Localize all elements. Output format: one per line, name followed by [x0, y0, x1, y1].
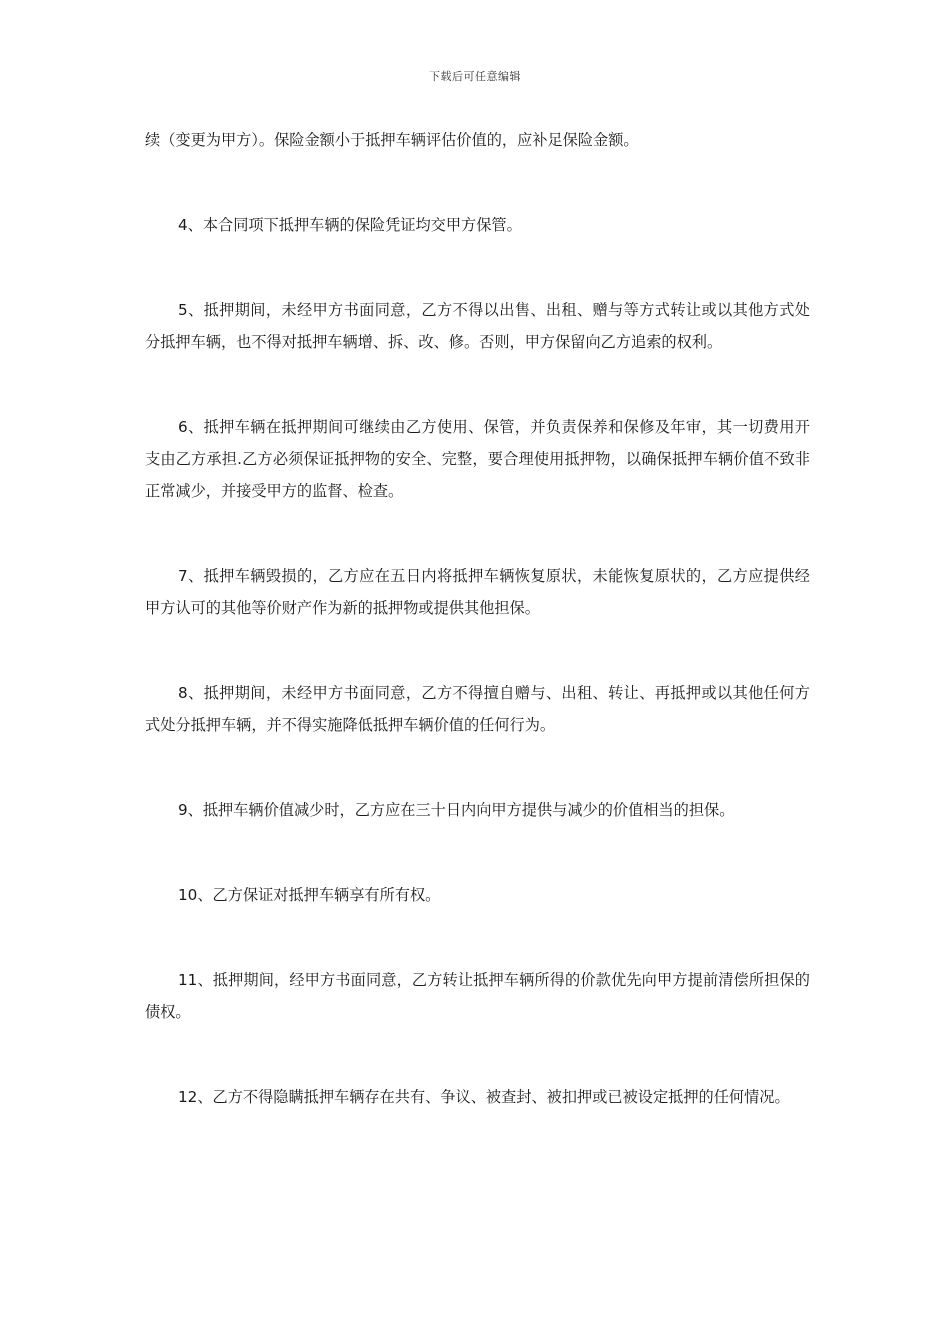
document-body	[145, 124, 810, 1113]
clause-7: 7、抵押车辆毁损的，乙方应在五日内将抵押车辆恢复原状，未能恢复原状的，乙方应提供经甲方认可的其他等价财产作为新的抵押物或提供其他担保。	[145, 567, 810, 617]
clause-12: 12、乙方不得隐瞒抵押车辆存在共有、争议、被查封、被扣押或已被设定抵押的任何情况。	[178, 1088, 790, 1106]
paragraph-continuation: 续（变更为甲方）。保险金额小于抵押车辆评估价值的，应补足保险金额。	[145, 131, 639, 149]
clause-8: 8、抵押期间，未经甲方书面同意，乙方不得擅自赠与、出租、转让、再抵押或以其他任何方式处分抵押车辆，并不得实施降低抵押车辆价值的任何行为。	[145, 684, 810, 734]
clause-5: 5、抵押期间，未经甲方书面同意，乙方不得以出售、出租、赠与等方式转让或以其他方式处分抵押车辆，也不得对抵押车辆增、拆、改、修。否则，甲方保留向乙方追索的权利。	[145, 301, 810, 351]
page-header: 下载后可任意编辑	[429, 70, 521, 83]
clause-6: 6、抵押车辆在抵押期间可继续由乙方使用、保管，并负责保养和保修及年审，其一切费用开支由乙方承担.乙方必须保证抵押物的安全、完整，要合理使用抵押物，以确保抵押车辆价值不致非正常减少，并接受甲方的监督、检查。	[145, 418, 810, 500]
clause-4: 4、本合同项下抵押车辆的保险凭证均交甲方保管。	[178, 216, 522, 234]
clause-11: 11、抵押期间，经甲方书面同意，乙方转让抵押车辆所得的价款优先向甲方提前清偿所担保的债权。	[145, 971, 810, 1021]
clause-9: 9、抵押车辆价值减少时，乙方应在三十日内向甲方提供与减少的价值相当的担保。	[178, 801, 735, 819]
clause-10: 10、乙方保证对抵押车辆享有所有权。	[178, 886, 441, 904]
